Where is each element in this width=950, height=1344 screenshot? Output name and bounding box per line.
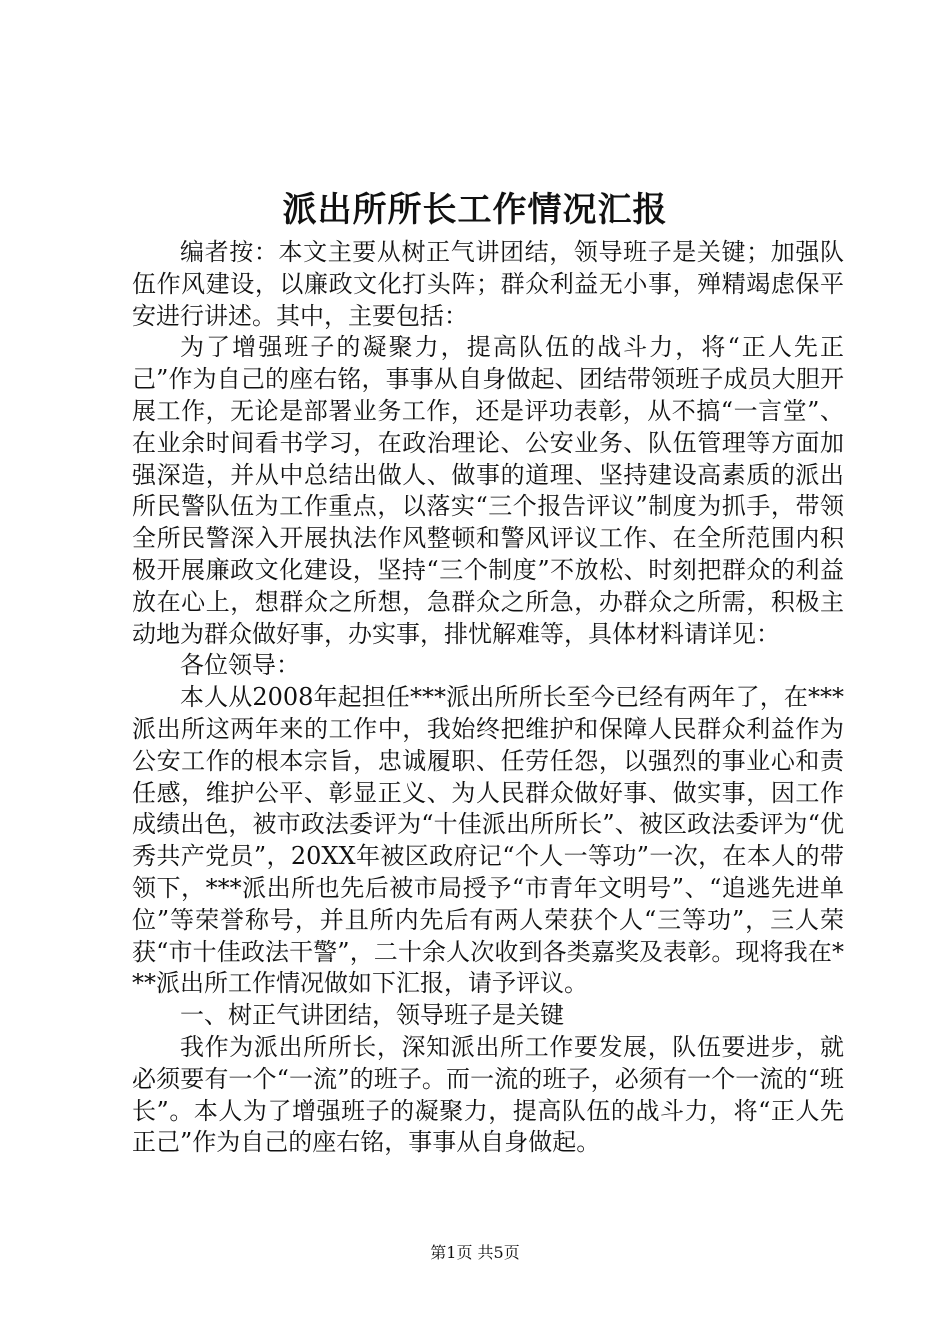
document-body xyxy=(132,237,844,1159)
section-1-paragraph: 我作为派出所所长，深知派出所工作要发展，队伍要进步，就必须要有一个“一流”的班子。而一流的班子，必须有一个一流的“班长”。本人为了增强班子的凝聚力，提高队伍的战斗力，将“正人先正己”作为自己的座右铭，事事从自身做起。 xyxy=(132,1032,844,1157)
editor-note-paragraph: 编者按：本文主要从树正气讲团结，领导班子是关键；加强队伍作风建设，以廉政文化打头阵；群众利益无小事，殚精竭虑保平安进行讲述。其中，主要包括： xyxy=(132,238,844,330)
section-heading-1: 一、树正气讲团结，领导班子是关键 xyxy=(180,1001,564,1030)
document-title: 派出所所长工作情况汇报 xyxy=(282,190,668,230)
summary-paragraph: 为了增强班子的凝聚力，提高队伍的战斗力，将“正人先正己”作为自己的座右铭，事事从自身做起、团结带领班子成员大胆开展工作，无论是部署业务工作，还是评功表彰，从不搞“一言堂”、在业余时间看书学习，在政治理论、公安业务、队伍管理等方面加强深造，并从中总结出做人、做事的道理、坚持建设高素质的派出所民警队伍为工作重点，以落实“三个报告评议”制度为抓手，带领全所民警深入开展执法作风整顿和警风评议工作、在全所范围内积极开展廉政文化建设，坚持“三个制度”不放松、时刻把群众的利益放在心上，想群众之所想，急群众之所急，办群众之所需，积极主动地为群众做好事，办实事，排忧解难等，具体材料请详见： xyxy=(132,333,844,648)
intro-paragraph: 本人从2008年起担任***派出所所长至今已经有两年了，在***派出所这两年来的工作中，我始终把维护和保障人民群众利益作为公安工作的根本宗旨，忠诚履职、任劳任怨，以强烈的事业心和责任感，维护公平、彰显正义、为人民群众做好事、做实事，因工作成绩出色，被市政法委评为“十佳派出所所长”、被区政法委评为“优秀共产党员”，20XX年被区政府记“个人一等功”一次，在本人的带领下，***派出所也先后被市局授予“市青年文明号”、“追逃先进单位”等荣誉称号，并且所内先后有两人荣获个人“三等功”，三人荣获“市十佳政法干警”，二十余人次收到各类嘉奖及表彰。现将我在***派出所工作情况做如下汇报，请予评议。 xyxy=(132,683,844,998)
page-number: 第1页 共5页 xyxy=(430,1243,520,1262)
salutation: 各位领导： xyxy=(180,651,300,680)
